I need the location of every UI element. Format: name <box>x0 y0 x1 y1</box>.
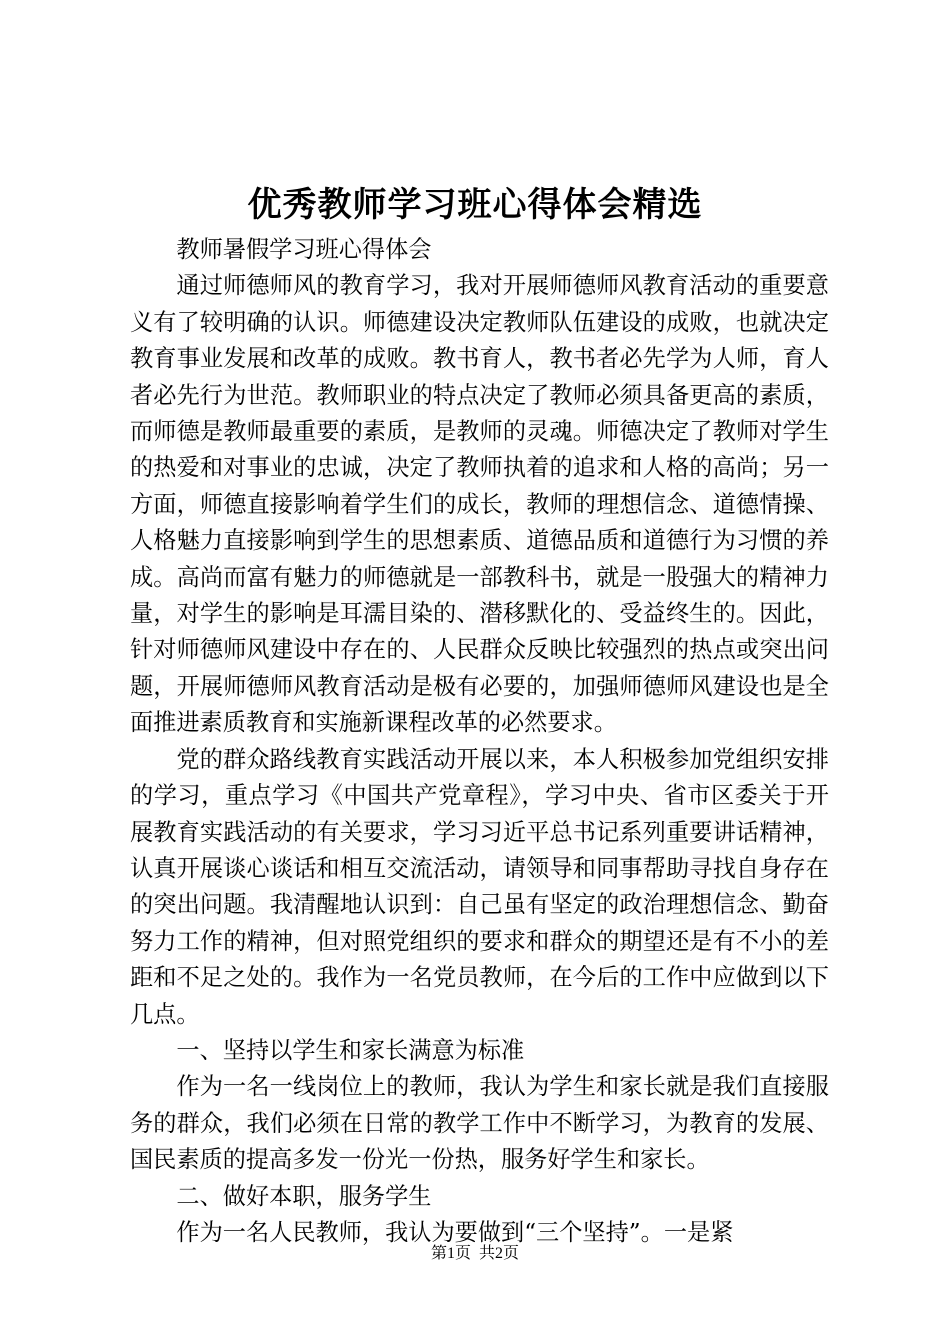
subtitle-paragraph: 教师暑假学习班心得体会 <box>176 236 432 263</box>
body-paragraph: 作为一名一线岗位上的教师，我认为学生和家长就是我们直接服务的群众，我们必须在日常的教学工作中不断学习，为教育的发展、国民素质的提高多发一份光一份热，服务好学生和家长。 <box>130 1073 829 1174</box>
section-heading: 一、坚持以学生和家长满意为标准 <box>176 1036 525 1064</box>
document-body <box>130 232 829 1251</box>
page-footer <box>0 1243 950 1265</box>
body-paragraph: 通过师德师风的教育学习，我对开展师德师风教育活动的重要意义有了较明确的认识。师德建设决定教师队伍建设的成败，也就决定教育事业发展和改革的成败。教书育人，教书者必先学为人师，育人者必先行为世范。教师职业的特点决定了教师必须具备更高的素质，而师德是教师最重要的素质，是教师的灵魂。师德决定了教师对学生的热爱和对事业的忠诚，决定了教师执着的追求和人格的高尚；另一方面，师德直接影响着学生们的成长，教师的理想信念、道德情操、人格魅力直接影响到学生的思想素质、道德品质和道德行为习惯的养成。高尚而富有魅力的师德就是一部教科书，就是一股强大的精神力量，对学生的影响是耳濡目染的、潜移默化的、受益终生的。因此，针对师德师风建设中存在的、人民群众反映比较强烈的热点或突出问题，开展师德师风教育活动是极有必要的，加强师德师风建设也是全面推进素质教育和实施新课程改革的必然要求。 <box>130 272 829 737</box>
document-title: 优秀教师学习班心得体会精选 <box>247 185 703 225</box>
page-number-label: 第1页 共2页 <box>430 1245 519 1262</box>
section-heading: 二、做好本职，服务学生 <box>176 1182 432 1210</box>
body-paragraph: 党的群众路线教育实践活动开展以来，本人积极参加党组织安排的学习，重点学习《中国共产党章程》，学习中央、省市区委关于开展教育实践活动的有关要求，学习习近平总书记系列重要讲话精神，认真开展谈心谈话和相互交流活动，请领导和同事帮助寻找自身存在的突出问题。我清醒地认识到：自己虽有坚定的政治理想信念、勤奋努力工作的精神，但对照党组织的要求和群众的期望还是有不小的差距和不足之处的。我作为一名党员教师，在今后的工作中应做到以下几点。 <box>130 745 829 1028</box>
body-paragraph: 作为一名人民教师，我认为要做到“三个坚持”。一是紧 <box>176 1218 734 1246</box>
